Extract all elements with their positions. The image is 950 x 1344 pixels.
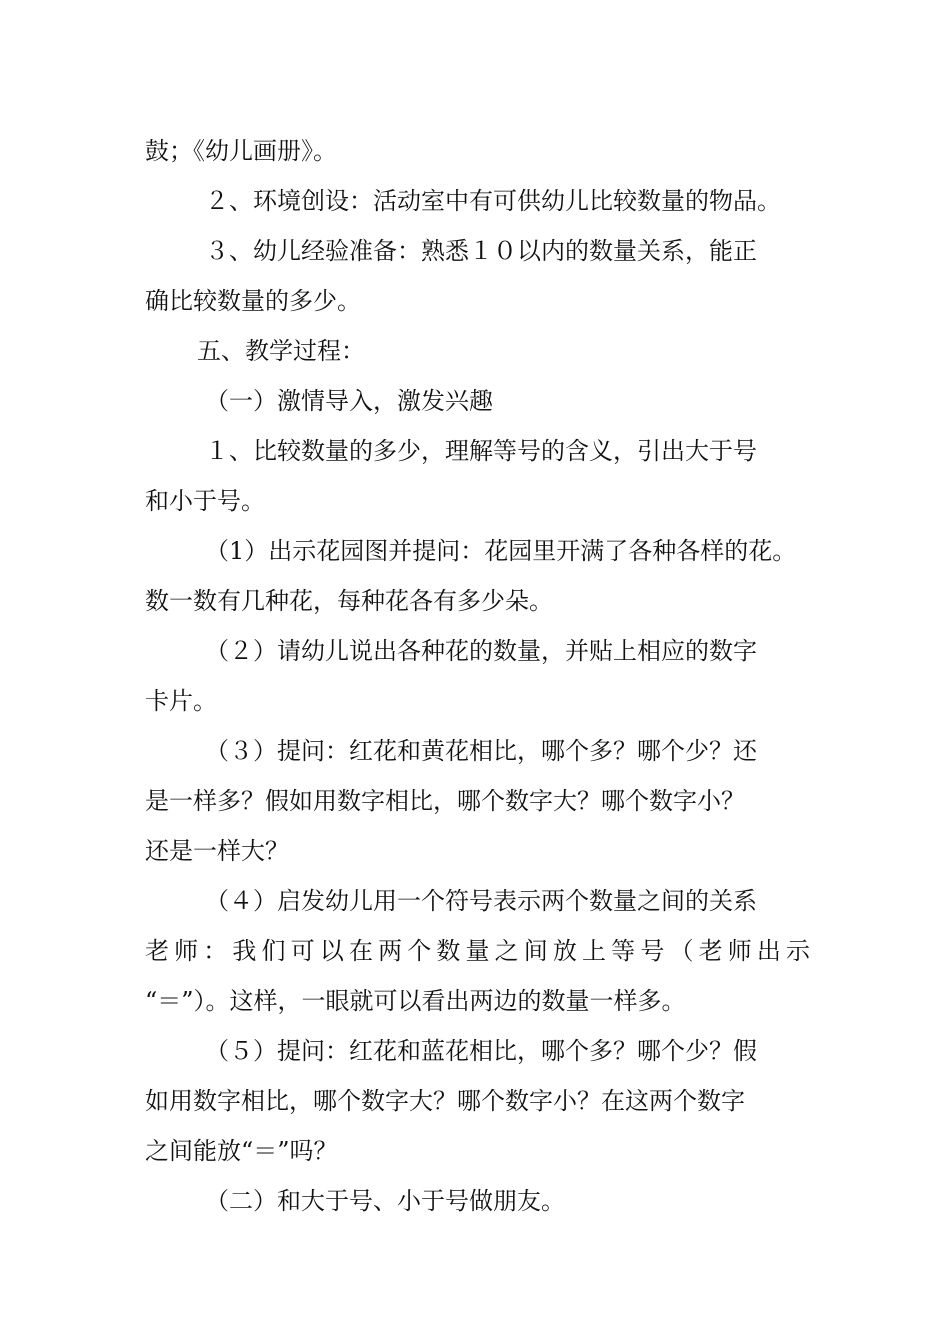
text-line: 之间能放“＝”吗？ <box>145 1137 338 1165</box>
text-line: 卡片。 <box>145 687 217 715</box>
text-line: （４）启发幼儿用一个符号表示两个数量之间的关系 <box>205 887 757 915</box>
text-line: 如用数字相比，哪个数字大？哪个数字小？在这两个数字 <box>145 1087 745 1115</box>
text-line: 鼓；《幼儿画册》。 <box>145 137 337 165</box>
subsection-heading: （一）激情导入，激发兴趣 <box>205 387 493 415</box>
text-line: “＝”）。这样，一眼就可以看出两边的数量一样多。 <box>145 987 686 1015</box>
text-line: 和小于号。 <box>145 487 265 515</box>
text-line: 老师：我们可以在两个数量之间放上等号（老师出示 <box>145 937 810 965</box>
text-line: ３、幼儿经验准备：熟悉１０以内的数量关系，能正 <box>205 237 757 265</box>
text-line: 还是一样大？ <box>145 837 289 865</box>
text-line: ２、环境创设：活动室中有可供幼儿比较数量的物品。 <box>205 187 781 215</box>
subsection-heading: （二）和大于号、小于号做朋友。 <box>205 1187 565 1215</box>
text-line: 确比较数量的多少。 <box>145 287 361 315</box>
document-body <box>145 126 810 1226</box>
text-line: １、比较数量的多少，理解等号的含义，引出大于号 <box>205 437 757 465</box>
text-line: 数一数有几种花，每种花各有多少朵。 <box>145 587 553 615</box>
text-line: （３）提问：红花和黄花相比，哪个多？哪个少？还 <box>205 737 757 765</box>
text-line: （２）请幼儿说出各种花的数量，并贴上相应的数字 <box>205 637 757 665</box>
text-line: （1）出示花园图并提问：花园里开满了各种各样的花。 <box>205 537 797 565</box>
section-heading: 五、教学过程： <box>197 337 365 365</box>
text-line: （５）提问：红花和蓝花相比，哪个多？哪个少？假 <box>205 1037 757 1065</box>
text-line: 是一样多？假如用数字相比，哪个数字大？哪个数字小？ <box>145 787 745 815</box>
